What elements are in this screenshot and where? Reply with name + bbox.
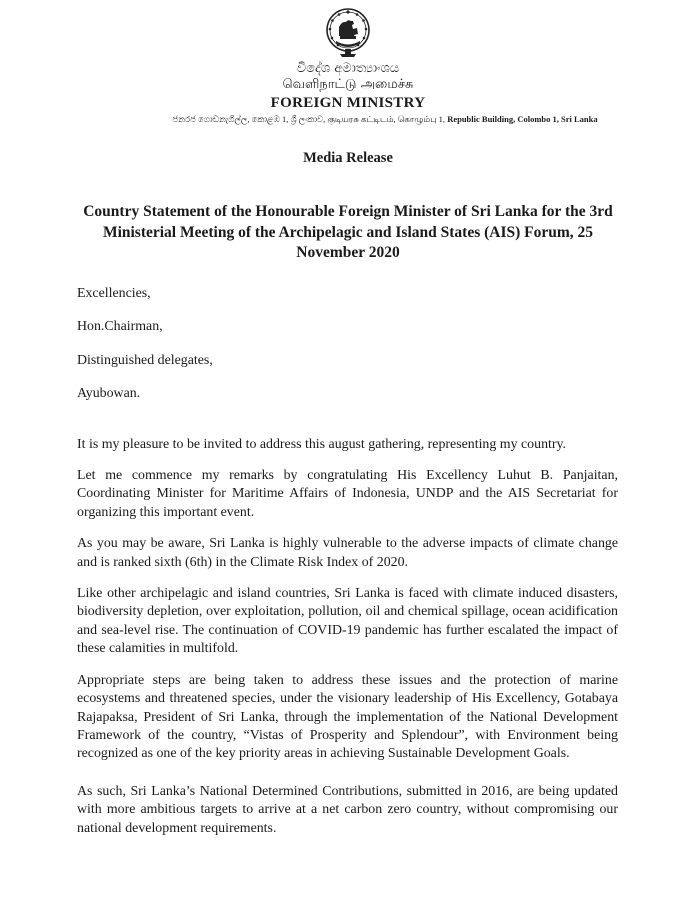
body-paragraph: Like other archipelagic and island countries, Sri Lanka is faced with climate induced disasters, biodiversity depletion, over exploitation, pollution, oil and chemical spillage, ocean acidification and sea-level rise. The continuation of COVID-19 pandemic has further escalated the impact of these calamities in multifold. — [77, 586, 618, 657]
body-paragraph: Let me commence my remarks by congratulating His Excellency Luhut B. Panjaitan, Coordinating Minister for Maritime Affairs of Indonesia, UNDP and the AIS Secretariat for organizing this important event. — [77, 468, 618, 520]
statement-title: Country Statement of the Honourable Foreign Minister of Sri Lanka for the 3rd Ministerial Meeting of the Archipelagic and Island States (AIS) Forum, 25 November 2020 — [83, 203, 613, 261]
letterhead-sinhala-name: විදේශ අමාත්‍යාංශය — [296, 61, 400, 76]
media-release-label: Media Release — [303, 150, 393, 166]
letterhead-english-name: FOREIGN MINISTRY — [270, 95, 426, 111]
greeting-line: Ayubowan. — [77, 386, 141, 402]
greeting-line: Excellencies, — [77, 286, 151, 301]
greeting-line: Distinguished delegates, — [77, 352, 213, 368]
letterhead-address — [0, 114, 696, 125]
statement-body — [77, 285, 618, 838]
sri-lanka-emblem-icon — [324, 8, 372, 58]
body-paragraph: Appropriate steps are being taken to address these issues and the protection of marine ecosystems and threatened species, under the visionary leadership of His Excellency, Gotabaya Rajapaksa, President of Sri Lanka, through the implementation of the National Development Framework of the country, “Vistas of Prosperity and Splendour”, with Environment being recognized as one of the key priority areas in achieving Sustainable Development Goals. — [77, 672, 618, 762]
body-paragraph: As you may be aware, Sri Lanka is highly vulnerable to the adverse impacts of climate change and is ranked sixth (6th) in the Climate Risk Index of 2020. — [77, 536, 618, 570]
letterhead-address-english: Republic Building, Colombo 1, Sri Lanka — [447, 114, 598, 124]
body-paragraph: As such, Sri Lanka’s National Determined Contributions, submitted in 2016, are being updated with more ambitious targets to arrive at a net carbon zero country, without compromising our national development requirements. — [77, 783, 618, 836]
letterhead-address-local: ජනරජ ගොඩනැගිල්ල, කොළඹ 1, ශ්‍රී ලංකාව, குடியரசு கட்டிடம், கொழும்பு 1, — [172, 114, 446, 124]
letterhead — [0, 8, 696, 125]
greeting-line: Hon.Chairman, — [77, 319, 163, 335]
body-paragraph: It is my pleasure to be invited to address this august gathering, representing my country. — [77, 436, 567, 452]
greetings — [77, 285, 618, 404]
letterhead-tamil-name: வெளிநாட்டு அமைச்சு — [282, 77, 414, 92]
